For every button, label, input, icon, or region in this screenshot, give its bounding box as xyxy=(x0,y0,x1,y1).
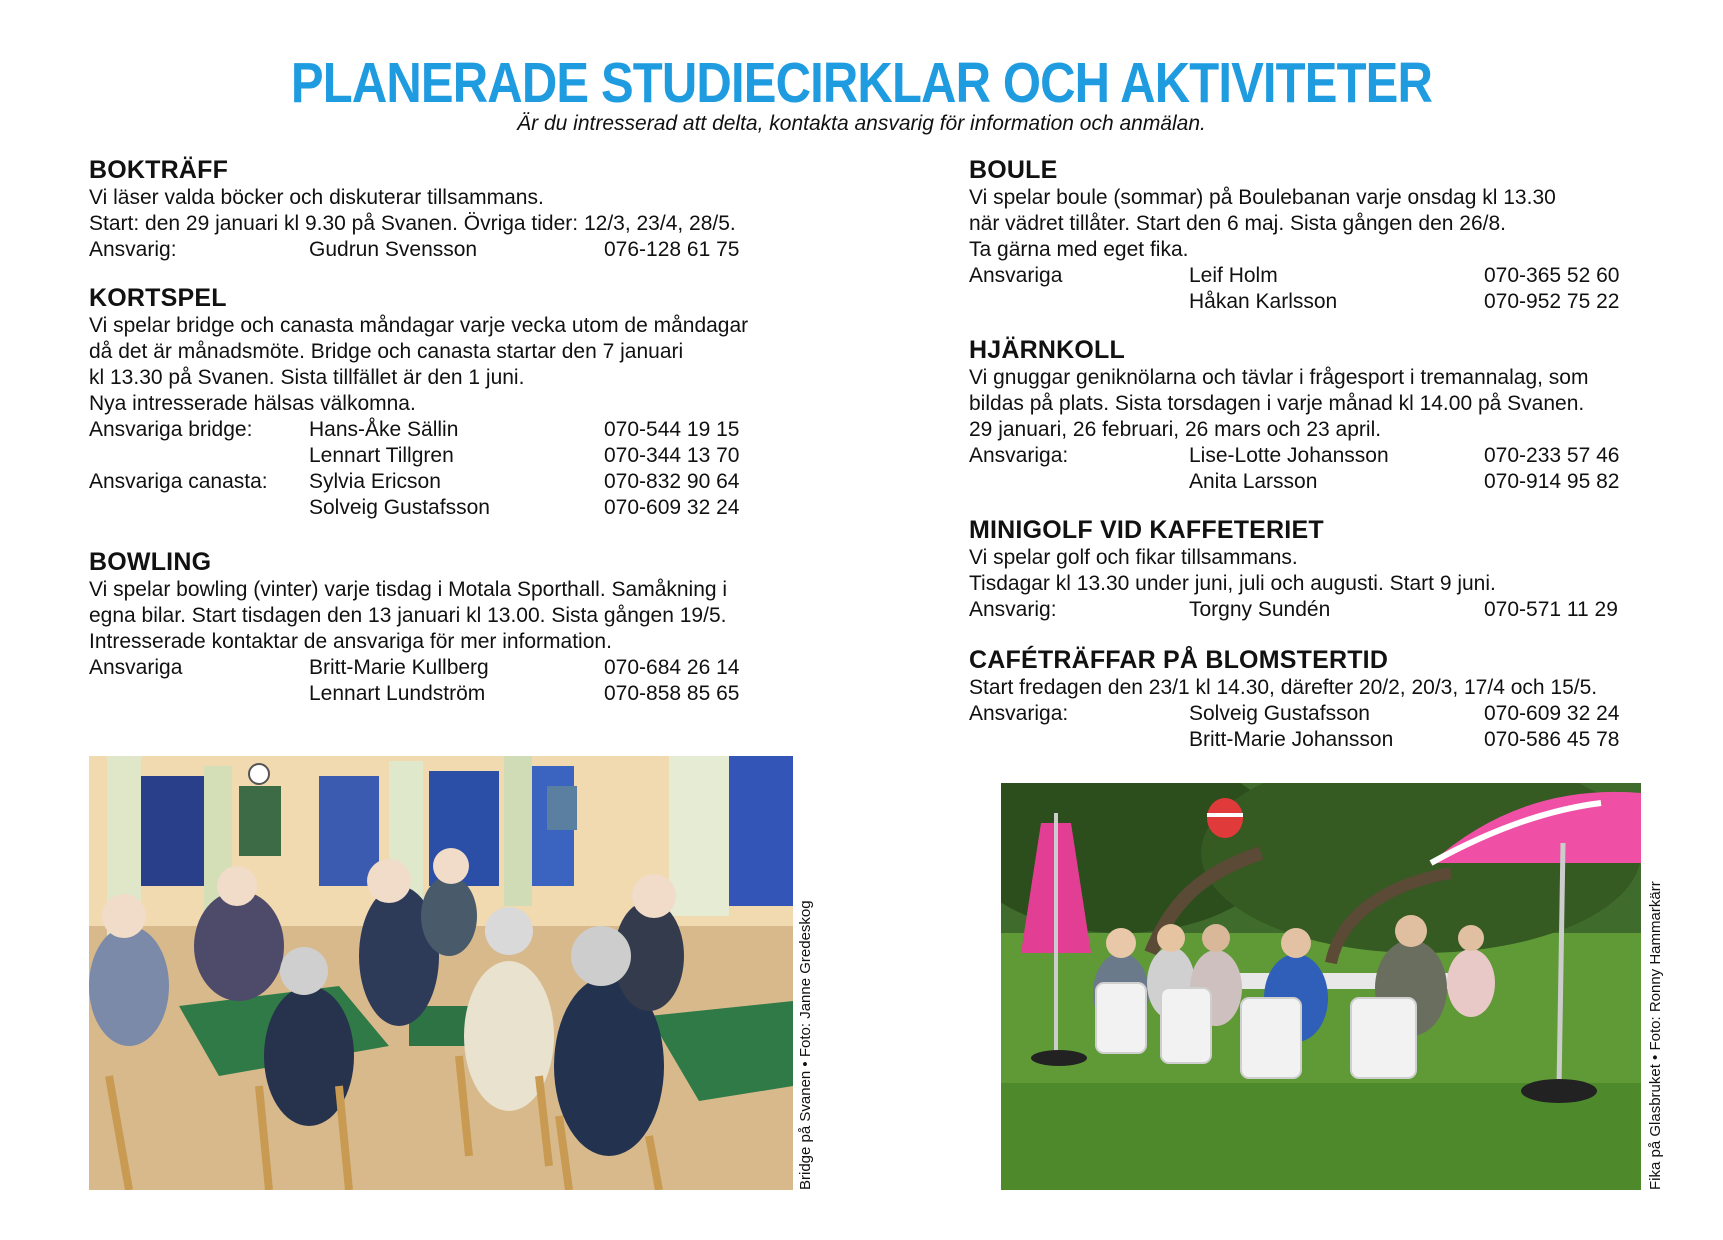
text-line: Vi gnuggar geniknölarna och tävlar i frågesport i tremannalag, som xyxy=(969,366,1589,389)
contact-phone: 070-365 52 60 xyxy=(1484,264,1620,287)
contact-phone: 070-609 32 24 xyxy=(1484,702,1620,725)
contact-role: Ansvariga canasta: xyxy=(89,470,268,493)
section-boule xyxy=(969,155,1689,315)
section-cafe xyxy=(969,645,1709,753)
contact-row xyxy=(969,443,1689,469)
section-bowling xyxy=(89,547,809,707)
contact-role: Ansvarig: xyxy=(969,598,1057,621)
contact-row xyxy=(89,655,809,681)
contact-phone: 070-684 26 14 xyxy=(604,656,740,679)
contact-phone: 070-858 85 65 xyxy=(604,682,740,705)
text-line: Intresserade kontaktar de ansvariga för mer information. xyxy=(89,630,612,653)
text-line: kl 13.30 på Svanen. Sista tillfället är den 1 juni. xyxy=(89,366,525,389)
contact-role: Ansvariga xyxy=(969,264,1063,287)
contact-name: Lennart Lundström xyxy=(309,682,486,705)
page-subtitle: Är du intresserad att delta, kontakta ansvarig för information och anmälan. xyxy=(517,112,1206,135)
section-heading: KORTSPEL xyxy=(89,284,227,312)
section-heading: BOULE xyxy=(969,156,1058,184)
section-hjarnkoll xyxy=(969,335,1689,495)
contact-row xyxy=(89,417,809,443)
text-line: när vädret tillåter. Start den 6 maj. Sista gången den 26/8. xyxy=(969,212,1506,235)
contact-row xyxy=(969,701,1709,727)
text-line: Nya intresserade hälsas välkomna. xyxy=(89,392,416,415)
contact-name: Lennart Tillgren xyxy=(309,444,454,467)
photo-bridge xyxy=(89,756,793,1190)
text-line: Vi spelar golf och fikar tillsammans. xyxy=(969,546,1298,569)
section-kortspel xyxy=(89,283,809,521)
contact-name: Anita Larsson xyxy=(1189,470,1318,493)
contact-row xyxy=(89,469,809,495)
contact-name: Britt-Marie Kullberg xyxy=(309,656,489,679)
contact-role: Ansvariga: xyxy=(969,444,1069,467)
contact-row xyxy=(89,237,809,263)
text-line: Tisdagar kl 13.30 under juni, juli och augusti. Start 9 juni. xyxy=(969,572,1496,595)
text-line: Ta gärna med eget fika. xyxy=(969,238,1189,261)
contact-phone: 070-609 32 24 xyxy=(604,496,740,519)
page-title: PLANERADE STUDIECIRKLAR OCH AKTIVITETER xyxy=(290,51,1433,115)
contact-phone: 070-832 90 64 xyxy=(604,470,740,493)
text-line: Vi läser valda böcker och diskuterar tillsammans. xyxy=(89,186,544,209)
contact-role: Ansvarig: xyxy=(89,238,177,261)
contact-row xyxy=(89,681,809,707)
text-line: egna bilar. Start tisdagen den 13 januari kl 13.00. Sista gången 19/5. xyxy=(89,604,727,627)
text-line: Vi spelar bowling (vinter) varje tisdag i Motala Sporthall. Samåkning i xyxy=(89,578,728,601)
text-line: Start: den 29 januari kl 9.30 på Svanen. Övriga tider: 12/3, 23/4, 28/5. xyxy=(89,212,736,235)
contact-row xyxy=(89,495,809,521)
contact-name: Solveig Gustafsson xyxy=(309,496,490,519)
text-line: Vi spelar bridge och canasta måndagar varje vecka utom de måndagar xyxy=(89,314,749,337)
contact-row xyxy=(969,263,1689,289)
section-boktraff xyxy=(89,155,809,263)
contact-row xyxy=(89,443,809,469)
bridge-illustration xyxy=(89,756,793,1190)
contact-role: Ansvariga: xyxy=(969,702,1069,725)
photo-cafe xyxy=(1001,783,1641,1190)
text-line: bildas på plats. Sista torsdagen i varje månad kl 14.00 på Svanen. xyxy=(969,392,1585,415)
photo-caption-cafe: Fika på Glasbruket • Foto: Ronny Hammarkärr xyxy=(1647,881,1664,1190)
contact-name: Gudrun Svensson xyxy=(309,238,478,261)
section-heading: HJÄRNKOLL xyxy=(969,336,1125,364)
contact-name: Solveig Gustafsson xyxy=(1189,702,1370,725)
section-minigolf xyxy=(969,515,1689,623)
contact-phone: 070-344 13 70 xyxy=(604,444,740,467)
section-heading: BOWLING xyxy=(89,548,212,576)
section-heading: MINIGOLF VID KAFFETERIET xyxy=(969,516,1324,544)
contact-name: Hans-Åke Sällin xyxy=(309,418,459,441)
contact-row xyxy=(969,597,1689,623)
photo-caption-bridge: Bridge på Svanen • Foto: Janne Gredeskog xyxy=(797,900,814,1190)
contact-name: Torgny Sundén xyxy=(1189,598,1331,621)
contact-name: Britt-Marie Johansson xyxy=(1189,728,1394,751)
garden-illustration xyxy=(1001,783,1641,1190)
contact-phone: 070-914 95 82 xyxy=(1484,470,1620,493)
section-heading: CAFÉTRÄFFAR PÅ BLOMSTERTID xyxy=(969,646,1389,674)
contact-phone: 070-571 11 29 xyxy=(1484,598,1618,621)
contact-role: Ansvariga xyxy=(89,656,183,679)
text-line: Vi spelar boule (sommar) på Boulebanan varje onsdag kl 13.30 xyxy=(969,186,1556,209)
contact-row xyxy=(969,727,1709,753)
contact-name: Leif Holm xyxy=(1189,264,1278,287)
contact-name: Sylvia Ericson xyxy=(309,470,441,493)
contact-row xyxy=(969,469,1689,495)
contact-phone: 070-544 19 15 xyxy=(604,418,740,441)
section-heading: BOKTRÄFF xyxy=(89,156,229,184)
contact-name: Lise-Lotte Johansson xyxy=(1189,444,1389,467)
contact-phone: 076-128 61 75 xyxy=(604,238,740,261)
contact-name: Håkan Karlsson xyxy=(1189,290,1338,313)
contact-phone: 070-586 45 78 xyxy=(1484,728,1620,751)
contact-role: Ansvariga bridge: xyxy=(89,418,253,441)
contact-phone: 070-233 57 46 xyxy=(1484,444,1620,467)
text-line: då det är månadsmöte. Bridge och canasta startar den 7 januari xyxy=(89,340,684,363)
text-line: Start fredagen den 23/1 kl 14.30, därefter 20/2, 20/3, 17/4 och 15/5. xyxy=(969,676,1598,699)
text-line: 29 januari, 26 februari, 26 mars och 23 april. xyxy=(969,418,1382,441)
contact-row xyxy=(969,289,1689,315)
contact-phone: 070-952 75 22 xyxy=(1484,290,1620,313)
